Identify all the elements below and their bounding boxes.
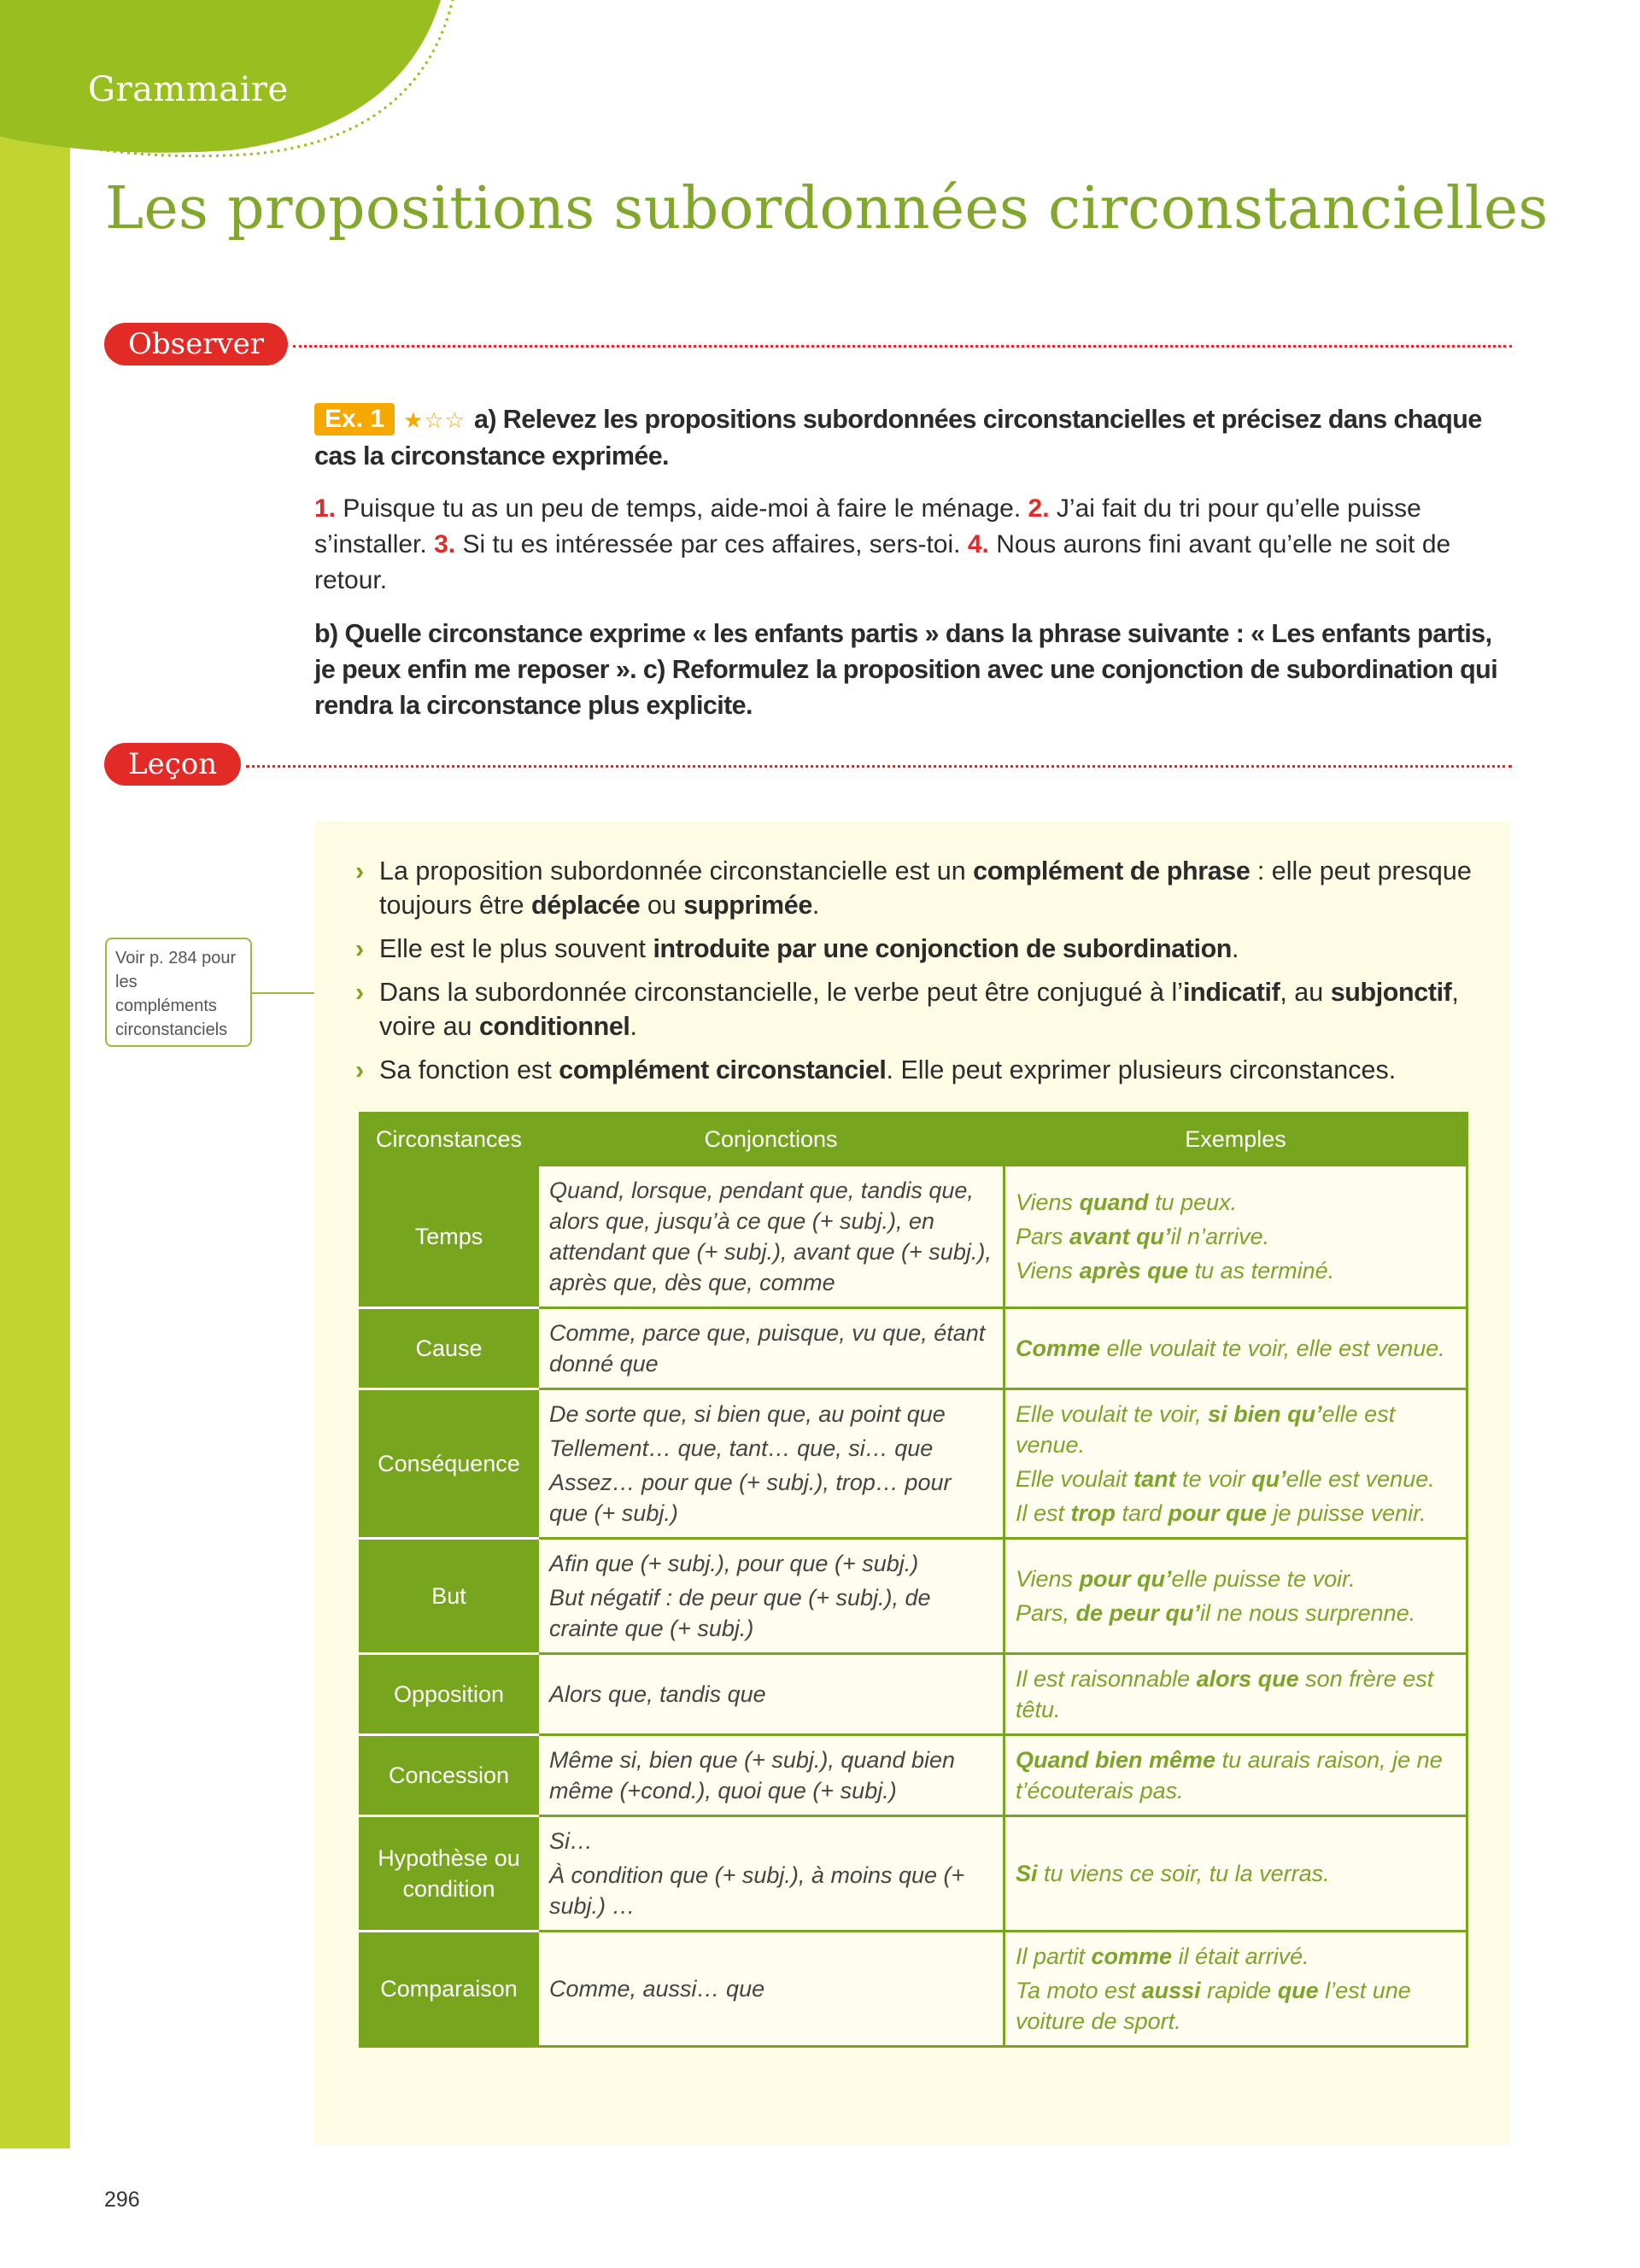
example-emphasis: après que <box>1079 1258 1189 1283</box>
example-text: te voir <box>1175 1466 1252 1492</box>
conjunction-line: À condition que (+ subj.), à moins que (+ subj.) … <box>549 1862 965 1919</box>
example-text: Viens <box>1016 1190 1080 1215</box>
example-emphasis: Comme <box>1016 1336 1101 1361</box>
question-bc-text: b) Quelle circonstance exprime « les enfants partis » dans la phrase suivante : « Les enfants partis, je peux enfin me reposer ». c) Reformulez la proposition avec une conjonction de subordination qui rendra la circonstance plus explicite. <box>314 619 1498 720</box>
lecon-label: Leçon <box>104 743 241 786</box>
example-emphasis: pour que <box>1168 1500 1268 1526</box>
observer-label: Observer <box>104 323 288 365</box>
exercise-question-bc <box>314 616 1510 723</box>
example-emphasis: avant qu’ <box>1069 1224 1171 1249</box>
example-emphasis: aussi <box>1141 1978 1201 2003</box>
sentence-text: Si tu es intéressée par ces affaires, sers-toi. <box>462 530 961 558</box>
example-sentence <box>1016 1464 1456 1494</box>
side-note-connector <box>252 992 314 994</box>
sentence-number: 3. <box>434 530 456 558</box>
example-text: son frère est têtu. <box>1016 1666 1434 1722</box>
example-emphasis: Si <box>1016 1861 1038 1886</box>
example-text: Elle voulait <box>1016 1466 1134 1492</box>
table-row <box>360 1308 1467 1389</box>
bullet-emphasis: indicatif <box>1183 978 1280 1007</box>
example-sentence <box>1016 1333 1456 1364</box>
examples-cell <box>1004 1539 1467 1654</box>
example-emphasis: Quand bien même <box>1016 1747 1216 1773</box>
example-sentence <box>1016 1975 1456 2037</box>
example-text: Viens <box>1016 1566 1080 1592</box>
conjunction-line: Assez… pour que (+ subj.), trop… pour que (+ subj.) <box>549 1470 952 1526</box>
examples-cell <box>1004 1932 1467 2047</box>
circumstance-cell: Temps <box>360 1166 538 1308</box>
example-text: tard <box>1116 1500 1168 1526</box>
table-row <box>360 1539 1467 1654</box>
bullet-emphasis: complément circonstanciel <box>559 1055 887 1084</box>
observer-dotted-rule <box>293 345 1512 348</box>
chevron-right-icon: › <box>355 978 365 1007</box>
bullet-emphasis: déplacée <box>531 891 641 920</box>
circumstance-cell: But <box>360 1539 538 1654</box>
side-note-reference: Voir p. 284 pour les compléments circonstanciels <box>105 938 252 1047</box>
exercise-1 <box>314 401 1510 723</box>
example-text: je puisse venir. <box>1267 1500 1426 1526</box>
lesson-bullets <box>355 854 1491 1096</box>
bullet-text: La proposition subordonnée circonstancielle est un <box>379 856 974 886</box>
bullet-emphasis: complément de phrase <box>973 856 1250 886</box>
conjunction-line: Comme, parce que, puisque, vu que, étant donné que <box>549 1320 986 1377</box>
examples-cell <box>1004 1654 1467 1735</box>
sentence-text: J’ai fait du tri pour qu’elle puisse s’installer. <box>314 494 1421 558</box>
conjunction-line: Quand, lorsque, pendant que, tandis que, alors que, jusqu’à ce que (+ subj.), en attendant que (+ subj.), avant que (+ subj.), après que, dès que, comme <box>549 1178 992 1295</box>
example-sentence <box>1016 1858 1456 1889</box>
circumstance-cell: Hypothèse ou condition <box>360 1816 538 1932</box>
conjunction-line: Alors que, tandis que <box>549 1681 766 1707</box>
circumstance-cell: Cause <box>360 1308 538 1389</box>
conjunction-line: Comme, aussi… que <box>549 1976 765 2002</box>
conjunctions-cell <box>538 1389 1004 1539</box>
examples-cell <box>1004 1166 1467 1308</box>
example-text: elle est venue. <box>1286 1466 1435 1492</box>
table-body <box>360 1166 1467 2047</box>
lesson-bullet <box>355 1053 1491 1087</box>
example-sentence <box>1016 1564 1456 1594</box>
example-text: l’est une voiture de sport. <box>1016 1978 1411 2034</box>
example-sentence <box>1016 1498 1456 1529</box>
exercise-sentences <box>314 491 1510 599</box>
bullet-text: : elle peut presque toujours être <box>379 856 1472 920</box>
example-emphasis: tant <box>1133 1466 1176 1492</box>
circumstance-cell: Comparaison <box>360 1932 538 2047</box>
conjunctions-cell <box>538 1654 1004 1735</box>
bullet-emphasis: introduite par une conjonction de subordination <box>653 934 1233 963</box>
conjunction-line: De sorte que, si bien que, au point que <box>549 1401 946 1427</box>
conjunction-line: Si… <box>549 1828 594 1854</box>
example-text: Elle voulait te voir, <box>1016 1401 1209 1427</box>
example-text: Pars <box>1016 1224 1070 1249</box>
bullet-emphasis: subjonctif <box>1330 978 1452 1007</box>
chevron-right-icon: › <box>355 934 365 963</box>
example-text: il était arrivé. <box>1172 1944 1309 1969</box>
conjunctions-cell <box>538 1539 1004 1654</box>
bullet-text: Elle est le plus souvent <box>379 934 653 963</box>
conjunctions-cell <box>538 1308 1004 1389</box>
example-emphasis: de peur qu’ <box>1075 1600 1201 1626</box>
example-emphasis: pour qu’ <box>1079 1566 1172 1592</box>
bullet-text: Sa fonction est <box>379 1055 559 1084</box>
question-a-text: a) Relevez les propositions subordonnées circonstancielles et précisez dans chaque cas la circonstance exprimée. <box>314 405 1482 471</box>
table-row <box>360 1735 1467 1816</box>
example-emphasis: alors que <box>1196 1666 1299 1692</box>
example-emphasis: que <box>1277 1978 1319 2003</box>
example-text: elle est venue. <box>1016 1401 1396 1458</box>
bullet-text: Dans la subordonnée circonstancielle, le verbe peut être conjugué à l’ <box>379 978 1184 1007</box>
sentence-number: 2. <box>1028 494 1050 523</box>
lesson-bullet <box>355 975 1491 1043</box>
conjunction-line: Afin que (+ subj.), pour que (+ subj.) <box>549 1551 919 1576</box>
page-title: Les propositions subordonnées circonstancielles <box>105 175 1549 243</box>
lesson-bullet <box>355 932 1491 966</box>
sentence-number: 1. <box>314 494 337 523</box>
example-text: il ne nous surprenne. <box>1200 1600 1416 1626</box>
examples-cell <box>1004 1735 1467 1816</box>
sentence-text: Nous aurons fini avant qu’elle ne soit de retour. <box>314 530 1451 594</box>
example-text: Viens <box>1016 1258 1080 1283</box>
examples-cell <box>1004 1816 1467 1932</box>
table-header-row <box>360 1114 1467 1166</box>
page-number: 296 <box>104 2188 140 2212</box>
example-sentence <box>1016 1399 1456 1460</box>
column-header: Conjonctions <box>538 1114 1004 1166</box>
circumstance-cell: Concession <box>360 1735 538 1816</box>
bullet-text: . <box>1232 934 1239 963</box>
example-text: tu peux. <box>1148 1190 1238 1215</box>
lesson-box <box>314 821 1510 2145</box>
column-header: Circonstances <box>360 1114 538 1166</box>
example-text: rapide <box>1200 1978 1278 2003</box>
example-text: Il est raisonnable <box>1016 1666 1197 1692</box>
example-emphasis: trop <box>1070 1500 1116 1526</box>
lesson-bullet <box>355 854 1491 922</box>
conjunctions-cell <box>538 1735 1004 1816</box>
example-emphasis: comme <box>1091 1944 1173 1969</box>
circumstance-cell: Conséquence <box>360 1389 538 1539</box>
column-header: Exemples <box>1004 1114 1467 1166</box>
example-sentence <box>1016 1663 1456 1725</box>
section-rubric: Grammaire <box>88 70 289 109</box>
exercise-badge: Ex. 1 <box>314 403 395 435</box>
bullet-text: , au <box>1280 978 1331 1007</box>
examples-cell <box>1004 1308 1467 1389</box>
example-sentence <box>1016 1941 1456 1972</box>
lecon-header <box>104 743 1512 786</box>
side-color-bar <box>0 0 70 2148</box>
example-text: tu viens ce soir, tu la verras. <box>1037 1861 1330 1886</box>
example-text: elle puisse te voir. <box>1171 1566 1356 1592</box>
conjunctions-cell <box>538 1932 1004 2047</box>
examples-cell <box>1004 1389 1467 1539</box>
example-text: tu as terminé. <box>1188 1258 1335 1283</box>
example-emphasis: si bien qu’ <box>1208 1401 1322 1427</box>
sentence-number: 4. <box>967 530 989 558</box>
example-emphasis: quand <box>1079 1190 1149 1215</box>
lecon-dotted-rule <box>246 765 1512 768</box>
example-sentence <box>1016 1221 1456 1252</box>
conjunctions-cell <box>538 1166 1004 1308</box>
example-text: Ta moto est <box>1016 1978 1142 2003</box>
bullet-emphasis: conditionnel <box>478 1012 630 1041</box>
example-sentence <box>1016 1187 1456 1218</box>
difficulty-stars-icon: ★☆☆ <box>403 407 466 433</box>
example-text: elle voulait te voir, elle est venue. <box>1100 1336 1445 1361</box>
example-text: Il partit <box>1016 1944 1092 1969</box>
table-row <box>360 1932 1467 2047</box>
bullet-text: , voire au <box>379 978 1459 1041</box>
chevron-right-icon: › <box>355 1055 365 1084</box>
example-text: Pars, <box>1016 1600 1076 1626</box>
table-row <box>360 1389 1467 1539</box>
circumstances-table <box>359 1112 1468 2048</box>
example-emphasis: qu’ <box>1251 1466 1286 1492</box>
example-sentence <box>1016 1598 1456 1628</box>
example-sentence <box>1016 1255 1456 1286</box>
circumstance-cell: Opposition <box>360 1654 538 1735</box>
exercise-question-a <box>314 401 1510 474</box>
chevron-right-icon: › <box>355 856 365 886</box>
table-row <box>360 1166 1467 1308</box>
table-row <box>360 1816 1467 1932</box>
conjunction-line: Même si, bien que (+ subj.), quand bien même (+cond.), quoi que (+ subj.) <box>549 1747 956 1803</box>
example-text: tu aurais raison, je ne t’écouterais pas. <box>1016 1747 1443 1803</box>
bullet-text: . <box>630 1012 637 1041</box>
bullet-text: . <box>811 891 820 920</box>
example-text: il n’arrive. <box>1170 1224 1270 1249</box>
table-row <box>360 1654 1467 1735</box>
observer-header <box>104 323 1512 365</box>
conjunction-line: But négatif : de peur que (+ subj.), de crainte que (+ subj.) <box>549 1585 931 1641</box>
conjunction-line: Tellement… que, tant… que, si… que <box>549 1435 934 1461</box>
example-sentence <box>1016 1745 1456 1806</box>
bullet-emphasis: supprimée <box>683 891 812 920</box>
example-text: Il est <box>1016 1500 1071 1526</box>
sentence-text: Puisque tu as un peu de temps, aide-moi à faire le ménage. <box>343 494 1022 523</box>
bullet-text: ou <box>640 891 684 920</box>
bullet-text: . Elle peut exprimer plusieurs circonstances. <box>886 1055 1397 1084</box>
conjunctions-cell <box>538 1816 1004 1932</box>
